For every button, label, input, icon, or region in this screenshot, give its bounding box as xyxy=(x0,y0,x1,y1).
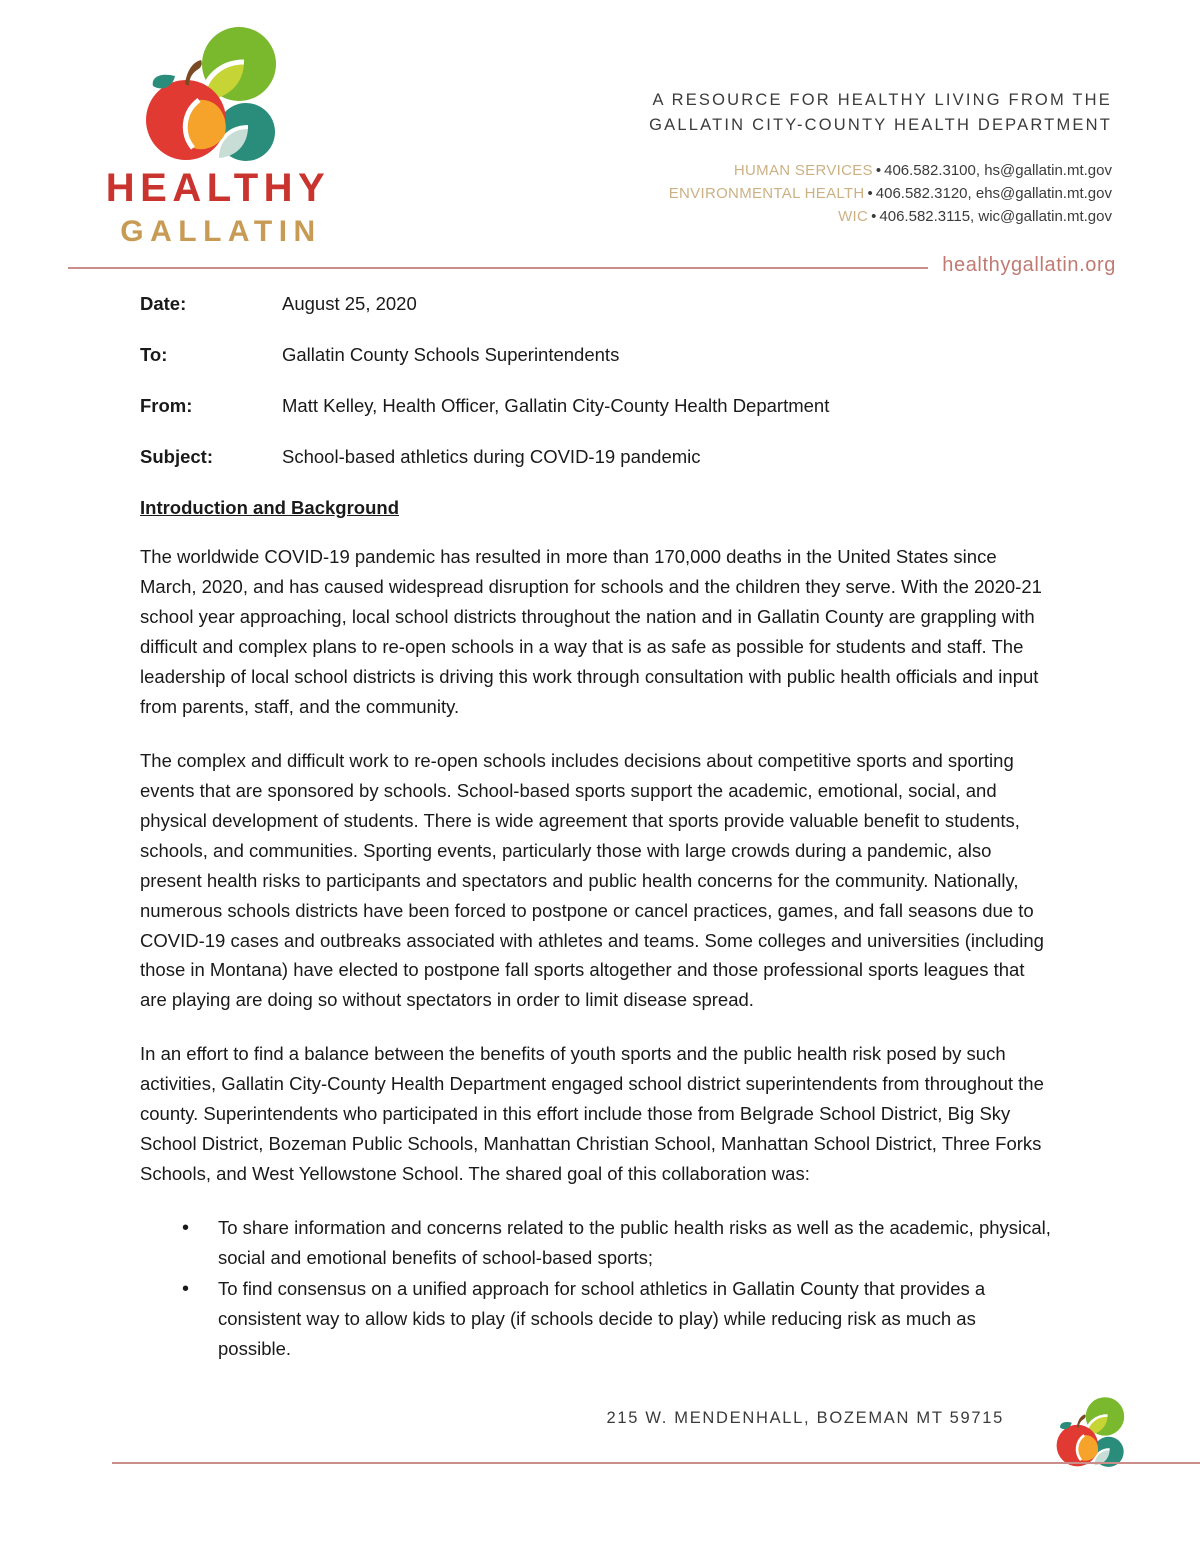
contact-row-human-services xyxy=(649,160,1112,183)
contact-row-wic xyxy=(649,206,1112,229)
memo-value: August 25, 2020 xyxy=(282,293,417,314)
wordmark-gallatin: GALLATIN xyxy=(120,215,322,248)
brand-lockup xyxy=(86,22,346,247)
memo-label: From: xyxy=(140,394,193,416)
contact-dept-label: HUMAN SERVICES xyxy=(733,162,873,180)
memo-content xyxy=(140,292,1052,1365)
wordmark-healthy: HEALTHY xyxy=(105,166,331,210)
header-contact-block xyxy=(649,88,1112,229)
tagline-line-1: A RESOURCE FOR HEALTHY LIVING FROM THE xyxy=(652,91,1112,109)
healthy-gallatin-fruit-logo-icon xyxy=(1054,1394,1132,1468)
contact-info: 406.582.3100, hs@gallatin.mt.gov xyxy=(884,162,1112,180)
memo-label: Subject: xyxy=(140,445,213,467)
memo-value: Matt Kelley, Health Officer, Gallatin City-County Health Department xyxy=(282,394,830,416)
memo-label: Date: xyxy=(140,293,187,314)
list-item: • To find consensus on a unified approach for school athletics in Gallatin County that provides a consistent way to allow kids to play (if schools decide to play) while reducing risk as much as possible. xyxy=(182,1274,1052,1364)
contact-row-environmental-health xyxy=(649,183,1112,206)
contact-dept-label: ENVIRONMENTAL HEALTH xyxy=(668,184,865,202)
letterhead-header xyxy=(0,0,1200,276)
letterhead-footer xyxy=(0,1394,1200,1554)
memo-field-to xyxy=(140,343,1052,368)
memo-value: Gallatin County Schools Superintendents xyxy=(282,343,620,365)
body-paragraph-2: The complex and difficult work to re-open schools includes decisions about competitive sports and sporting events that are sponsored by schools. School-based sports support the academic, emotional, social, and physical development of students. There is wide agreement that sports provide valuable benefit to students, schools, and communities. Sporting events, particularly those with large crowds during a pandemic, also present health risks to participants and spectators and public health concerns for the community. Nationally, numerous schools districts have been forced to postpone or cancel practices, games, and fall seasons due to COVID-19 cases and outbreaks associated with athletes and teams. Some colleges and universities (including those in Montana) have elected to postpone fall sports altogether and those professional sports leagues that are playing are doing so without spectators in order to limit disease spread. xyxy=(140,749,1044,1011)
contact-info: 406.582.3115, wic@gallatin.mt.gov xyxy=(879,207,1112,225)
shared-goals-list xyxy=(140,1213,1052,1364)
body-paragraph-3: In an effort to find a balance between the benefits of youth sports and the public health risk posed by such activities, Gallatin City-County Health Department engaged school district superintendents from throughout the county. Superintendents who participated in this effort include those from Belgrade School District, Big Sky School District, Bozeman Public Schools, Manhattan Christian School, Manhattan School District, Three Forks Schools, and West Yellowstone School. The shared goal of this collaboration was: xyxy=(140,1043,1044,1185)
contact-bullet-separator: • xyxy=(867,184,873,202)
contact-dept-label: WIC xyxy=(838,207,869,225)
contact-info: 406.582.3120, ehs@gallatin.mt.gov xyxy=(875,184,1112,202)
contact-bullet-separator: • xyxy=(875,162,882,180)
memo-field-subject xyxy=(140,445,1052,470)
memo-field-date xyxy=(140,292,1052,317)
memo-label: To: xyxy=(140,343,168,365)
website-url[interactable]: healthygallatin.org xyxy=(928,254,1122,277)
section-heading-introduction: Introduction and Background xyxy=(140,496,399,518)
memo-value: School-based athletics during COVID-19 pandemic xyxy=(282,445,701,467)
healthy-gallatin-fruit-logo-icon xyxy=(141,22,291,162)
tagline-line-2: GALLATIN CITY-COUNTY HEALTH DEPARTMENT xyxy=(649,116,1112,135)
body-paragraph-1: The worldwide COVID-19 pandemic has resulted in more than 170,000 deaths in the United States since March, 2020, and has caused widespread disruption for schools and the children they serve. With the 2020-21 school year approaching, local school districts throughout the nation and in Gallatin County are grappling with difficult and complex plans to re-open schools in a way that is as safe as possible for students and staff. The leadership of local school districts is driving this work through consultation with public health officials and input from parents, staff, and the community. xyxy=(140,545,1042,717)
footer-divider-rule xyxy=(112,1462,1200,1464)
footer-address: 215 W. MENDENHALL, BOZEMAN MT 59715 xyxy=(606,1409,1004,1427)
list-item: • To share information and concerns related to the public health risks as well as the academic, physical, social and emotional benefits of school-based sports; xyxy=(182,1213,1052,1273)
contact-bullet-separator: • xyxy=(871,207,877,225)
memo-field-from xyxy=(140,394,1052,419)
contact-list xyxy=(649,160,1112,228)
